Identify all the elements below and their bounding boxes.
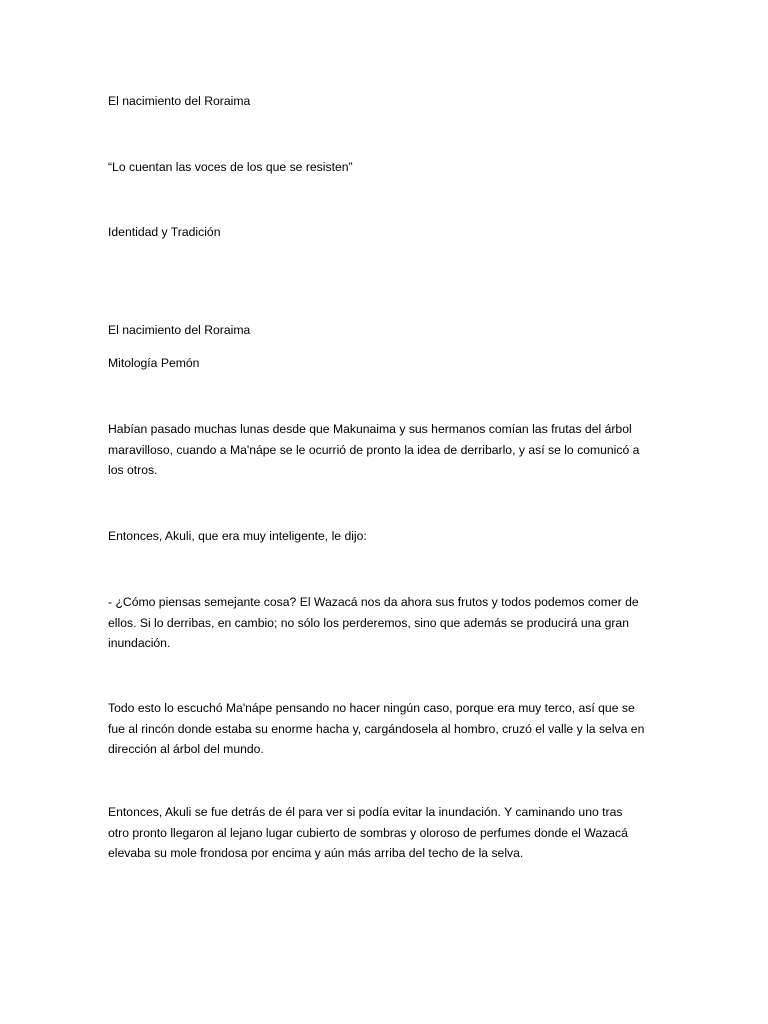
paragraph-line: fue al rincón donde estaba su enorme hacha y, cargándosela al hombro, cruzó el valle y la selva en — [108, 721, 645, 736]
paragraph-line: elevaba su mole frondosa por encima y aún más arriba del techo de la selva. — [108, 846, 524, 860]
paragraph-line: otro pronto llegaron al lejano lugar cubierto de sombras y oloroso de perfumes donde el Wazacá — [108, 825, 628, 840]
paragraph-3 — [108, 592, 668, 654]
story-subtitle: Mitología Pemón — [108, 356, 200, 370]
paragraph-4 — [108, 698, 668, 760]
document-quote: “Lo cuentan las voces de los que se resisten” — [108, 160, 353, 174]
paragraph-line: los otros. — [108, 463, 158, 477]
paragraph-line: inundación. — [108, 636, 171, 650]
paragraph-line: dirección al árbol del mundo. — [108, 742, 264, 756]
paragraph-5 — [108, 802, 668, 864]
paragraph-line: Todo esto lo escuchó Ma'nápe pensando no hacer ningún caso, porque era muy terco, así que se — [108, 701, 635, 715]
paragraph-line: Habían pasado muchas lunas desde que Makunaima y sus hermanos comían las frutas del árbol — [108, 422, 632, 436]
paragraph-line: maravilloso, cuando a Ma'nápe se le ocurrió de pronto la idea de derribarlo, y así se lo comunicó a — [108, 442, 640, 457]
paragraph-line: ellos. Si lo derribas, en cambio; no sólo los perderemos, sino que además se producirá una gran — [108, 615, 629, 630]
section-heading: Identidad y Tradición — [108, 225, 221, 239]
story-title: El nacimiento del Roraima — [108, 323, 251, 337]
paragraph-line: Entonces, Akuli, que era muy inteligente, le dijo: — [108, 529, 367, 543]
paragraph-1 — [108, 419, 668, 481]
document-title: El nacimiento del Roraima — [108, 94, 251, 108]
paragraph-2 — [108, 526, 668, 547]
paragraph-line: - ¿Cómo piensas semejante cosa? El Wazacá nos da ahora sus frutos y todos podemos comer de — [108, 595, 639, 609]
paragraph-line: Entonces, Akuli se fue detrás de él para ver si podía evitar la inundación. Y caminando uno tras — [108, 805, 623, 819]
